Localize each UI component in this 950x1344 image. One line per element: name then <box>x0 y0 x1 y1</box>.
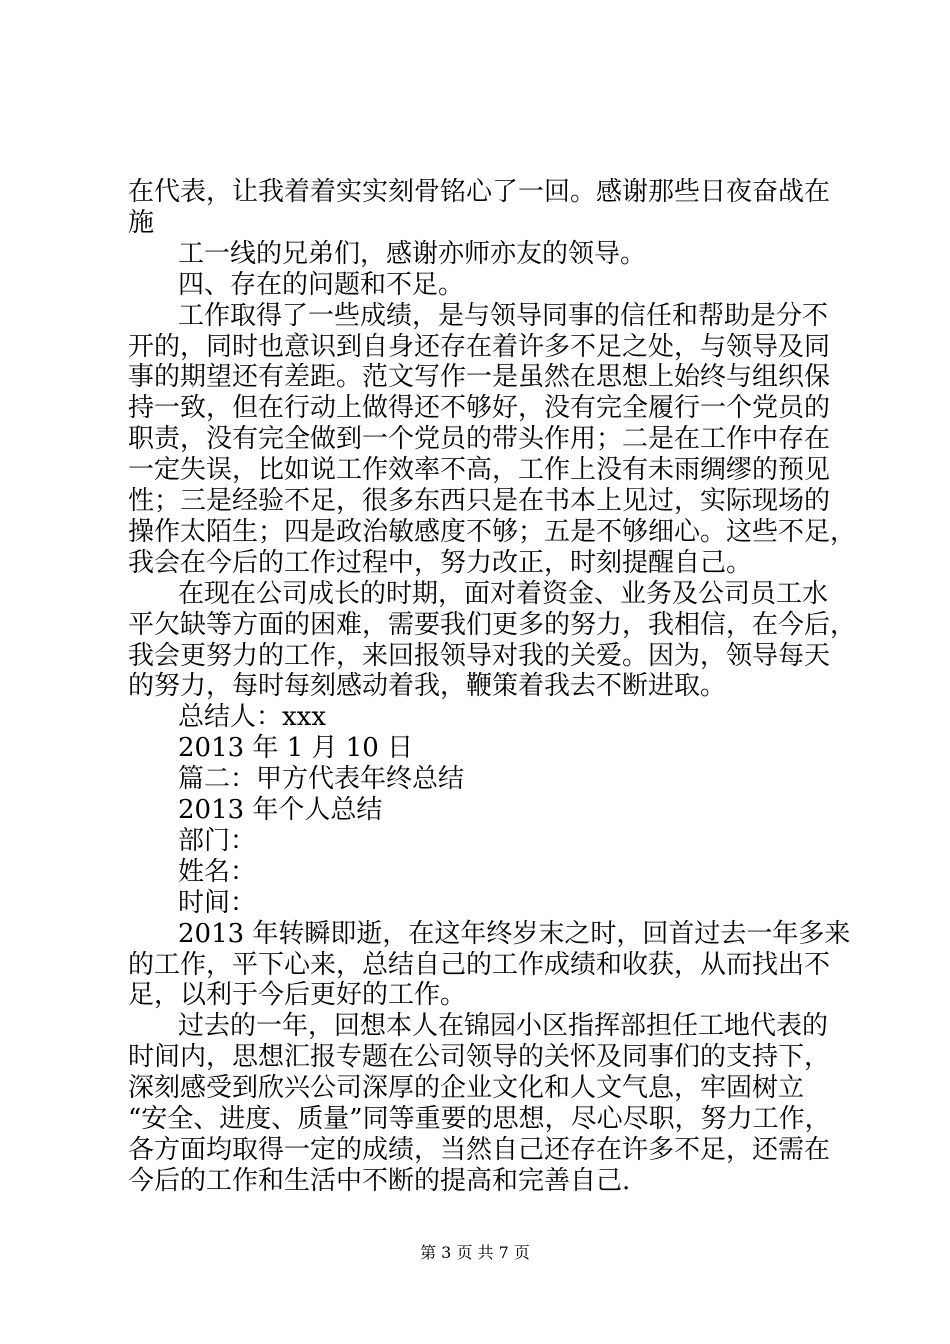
text-line: 平欠缺等方面的困难，需要我们更多的努力，我相信，在今后， <box>128 609 857 640</box>
text-line: 过去的一年，回想本人在锦园小区指挥部担任工地代表的 <box>178 1011 829 1042</box>
text-line: 今后的工作和生活中不断的提高和完善自己. <box>128 1165 631 1196</box>
text-line: 足，以利于今后更好的工作。 <box>128 980 467 1011</box>
text-line: 操作太陌生；四是政治敏感度不够；五是不够细心。这些不足， <box>128 516 857 547</box>
text-line: 2013 年 1 月 10 日 <box>178 733 414 764</box>
text-line: 一定失误，比如说工作效率不高，工作上没有未雨绸缪的预见 <box>128 455 831 486</box>
text-line: 四、存在的问题和不足。 <box>178 269 465 300</box>
text-line: 在代表，让我着着实实刻骨铭心了一回。感谢那些日夜奋战在 <box>128 177 831 207</box>
text-line: 我会更努力的工作，来回报领导对我的关爱。因为，领导每天 <box>128 640 831 671</box>
text-line: 开的，同时也意识到自身还存在着许多不足之处，与领导及同 <box>128 331 831 362</box>
text-line: 时间： <box>178 887 257 918</box>
text-line: 工作取得了一些成绩，是与领导同事的信任和帮助是分不 <box>178 300 829 331</box>
text-line: 持一致，但在行动上做得还不够好，没有完全履行一个党员的 <box>128 393 831 424</box>
text-line: 2013 年转瞬即逝，在这年终岁末之时，回首过去一年多来 <box>178 918 851 949</box>
text-line: 姓名： <box>178 856 257 887</box>
text-line: 事的期望还有差距。范文写作一是虽然在思想上始终与组织保 <box>128 362 831 393</box>
text-line: 的工作，平下心来，总结自己的工作成绩和收获，从而找出不 <box>128 949 831 980</box>
text-line: 部门： <box>178 825 257 856</box>
text-line: 职责，没有完全做到一个党员的带头作用；二是在工作中存在 <box>128 424 831 455</box>
text-line: 篇二：甲方代表年终总结 <box>178 764 465 795</box>
text-line: 深刻感受到欣兴公司深厚的企业文化和人文气息，牢固树立 <box>128 1073 805 1104</box>
text-line: 的努力，每时每刻感动着我，鞭策着我去不断进取。 <box>128 671 727 702</box>
text-line: 施 <box>128 207 155 238</box>
text-line: 各方面均取得一定的成绩，当然自己还存在许多不足，还需在 <box>128 1134 831 1165</box>
page-footer: 第 3 页 共 7 页 <box>420 1243 530 1262</box>
text-line: 时间内，思想汇报专题在公司领导的关怀及同事们的支持下， <box>128 1042 831 1073</box>
text-line: “安全、进度、质量”同等重要的思想，尽心尽职，努力工作， <box>128 1104 831 1134</box>
text-line: 总结人：xxx <box>178 702 326 733</box>
text-line: 2013 年个人总结 <box>178 795 383 825</box>
text-line: 我会在今后的工作过程中，努力改正，时刻提醒自己。 <box>128 547 753 578</box>
text-line: 在现在公司成长的时期，面对着资金、业务及公司员工水 <box>178 578 829 609</box>
text-line: 性；三是经验不足，很多东西只是在书本上见过，实际现场的 <box>128 486 831 516</box>
text-line: 工一线的兄弟们，感谢亦师亦友的领导。 <box>178 238 647 269</box>
